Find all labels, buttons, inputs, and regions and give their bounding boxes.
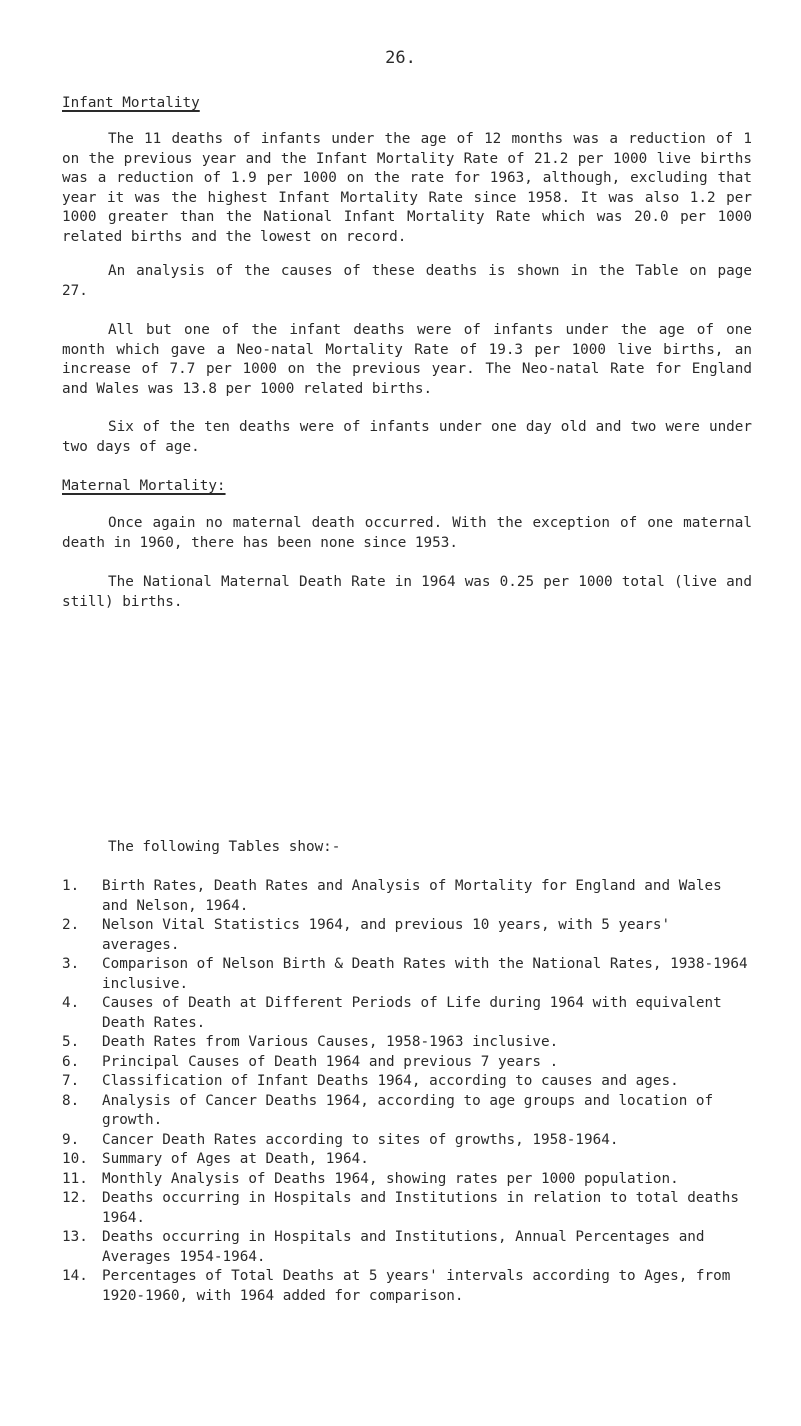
- list-item: [62, 1131, 752, 1151]
- infant-paragraph-2: An analysis of the causes of these deaths is shown in the Table on page 27.: [62, 263, 752, 299]
- item-number: 7.: [62, 1073, 80, 1089]
- item-text: Classification of Infant Deaths 1964, according to causes and ages.: [102, 1073, 679, 1089]
- infant-paragraph-3: All but one of the infant deaths were of infants under the age of one month which gave a Neo-natal Mortality Rate of 19.3 per 1000 live births, an increase of 7.7 per 1000 on the previous year. The Neo-natal Rate for England and Wales was 13.8 per 1000 related births.: [62, 322, 752, 397]
- item-text: Summary of Ages at Death, 1964.: [102, 1151, 369, 1167]
- list-item: [62, 1189, 752, 1228]
- maternal-mortality-heading: Maternal Mortality:: [62, 478, 226, 494]
- list-item: [62, 1033, 752, 1053]
- maternal-paragraph-1: Once again no maternal death occurred. With the exception of one maternal death in 1960, there has been none since 1953.: [62, 515, 752, 551]
- infant-mortality-heading: Infant Mortality: [62, 95, 200, 111]
- item-text: Analysis of Cancer Deaths 1964, according to age groups and location of growth.: [102, 1092, 714, 1128]
- item-number: 11.: [62, 1170, 88, 1187]
- item-text: Nelson Vital Statistics 1964, and previous 10 years, with 5 years' averages.: [102, 917, 671, 953]
- item-text: Principal Causes of Death 1964 and previous 7 years .: [102, 1053, 559, 1070]
- list-item: [62, 1072, 752, 1092]
- list-item: [62, 994, 752, 1033]
- item-number: 14.: [62, 1268, 88, 1284]
- item-number: 10.: [62, 1151, 88, 1167]
- item-number: 1.: [62, 878, 80, 894]
- item-text: Deaths occurring in Hospitals and Institutions in relation to total deaths 1964.: [102, 1190, 739, 1226]
- infant-paragraph-4: Six of the ten deaths were of infants under one day old and two were under two days of age.: [62, 419, 752, 455]
- item-text: Percentages of Total Deaths at 5 years' intervals according to Ages, from 1920-1960, with 1964 added for comparison.: [102, 1268, 731, 1304]
- item-text: Death Rates from Various Causes, 1958-1963 inclusive.: [102, 1034, 559, 1050]
- list-item: [62, 1228, 752, 1267]
- list-item: [62, 1267, 752, 1306]
- list-item: [62, 1170, 752, 1190]
- page-number: 26.: [385, 48, 416, 68]
- item-text: Cancer Death Rates according to sites of growths, 1958-1964.: [102, 1131, 619, 1148]
- item-text: Comparison of Nelson Birth & Death Rates with the National Rates, 1938-1964 inclusive.: [102, 956, 748, 992]
- list-item: [62, 877, 752, 916]
- list-item: [62, 1150, 752, 1170]
- item-text: Birth Rates, Death Rates and Analysis of Mortality for England and Wales and Nelson, 1964.: [102, 878, 722, 914]
- list-item: [62, 1053, 752, 1073]
- item-number: 8.: [62, 1092, 80, 1109]
- tables-intro: The following Tables show:-: [108, 839, 341, 855]
- item-text: Deaths occurring in Hospitals and Institutions, Annual Percentages and Averages 1954-1964.: [102, 1229, 705, 1265]
- item-number: 12.: [62, 1190, 88, 1206]
- item-text: Causes of Death at Different Periods of Life during 1964 with equivalent Death Rates.: [102, 995, 722, 1031]
- list-item: [62, 1092, 752, 1131]
- list-item: [62, 916, 752, 955]
- maternal-paragraph-2: The National Maternal Death Rate in 1964 was 0.25 per 1000 total (live and still) births.: [62, 574, 752, 610]
- item-number: 13.: [62, 1229, 88, 1245]
- item-number: 9.: [62, 1131, 80, 1148]
- tables-list: [62, 877, 752, 1306]
- item-number: 3.: [62, 956, 80, 972]
- item-number: 4.: [62, 995, 80, 1011]
- infant-paragraph-1: The 11 deaths of infants under the age of 12 months was a reduction of 1 on the previous year and the Infant Mortality Rate of 21.2 per 1000 live births was a reduction of 1.9 per 1000 on the rate for 1963, although, excluding that year it was the highest Infant Mortality Rate since 1958. It was also 1.2 per 1000 greater than the National Infant Mortality Rate which was 20.0 per 1000 related births and the lowest on record.: [62, 131, 752, 245]
- item-number: 5.: [62, 1034, 80, 1050]
- item-number: 6.: [62, 1053, 80, 1070]
- item-number: 2.: [62, 917, 80, 933]
- item-text: Monthly Analysis of Deaths 1964, showing rates per 1000 population.: [102, 1170, 679, 1187]
- list-item: [62, 955, 752, 994]
